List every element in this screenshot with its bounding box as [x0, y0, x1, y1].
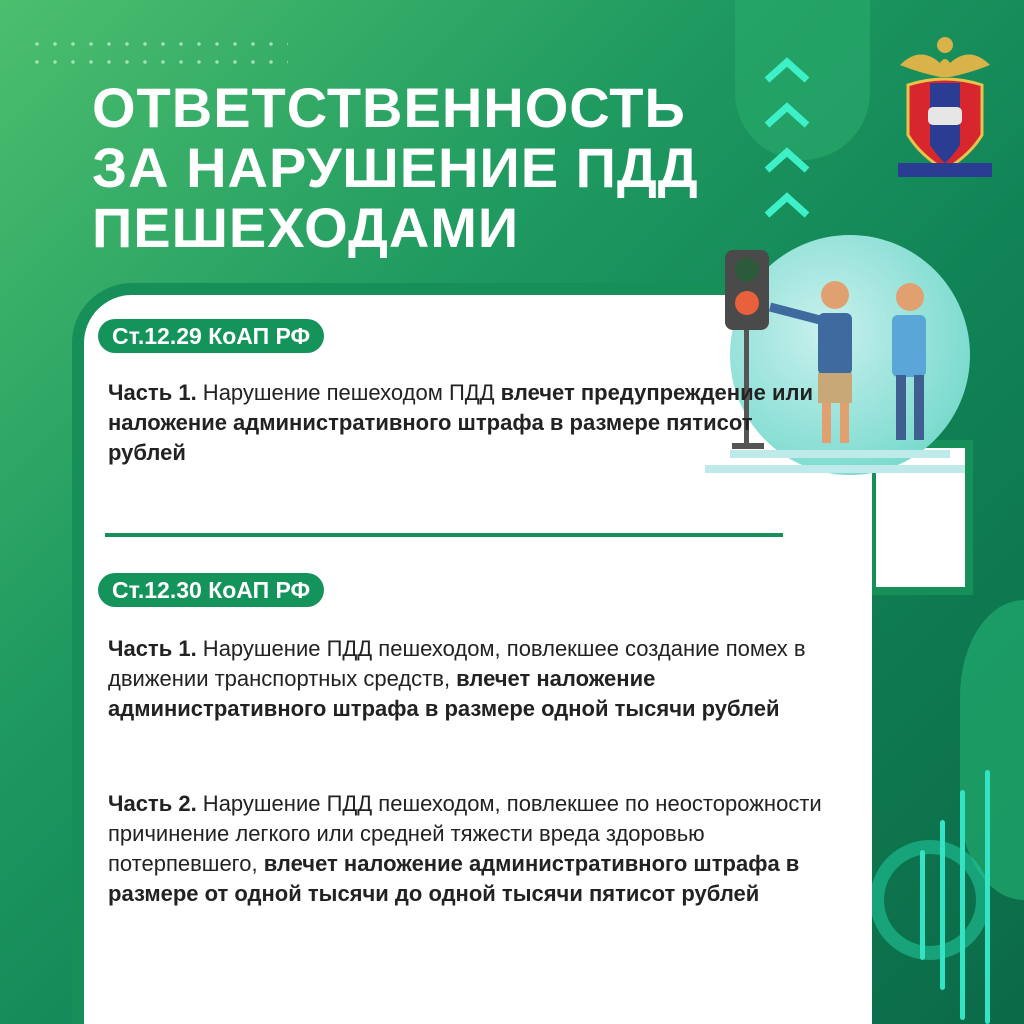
- section-1-part-1: [108, 378, 823, 468]
- part-penalty: влечет наложение административного штрафа в размере от одной тысячи до одной тысячи пятисот рублей: [108, 851, 800, 906]
- part-penalty: влечет наложение административного штрафа в размере одной тысячи рублей: [108, 666, 780, 721]
- title-line: ПЕШЕХОДАМИ: [92, 196, 520, 259]
- chevron-up-icon: [762, 93, 812, 143]
- decorative-dots: [28, 35, 288, 65]
- part-text: Нарушение ПДД пешеходом, повлекшее по неосторожности причинение легкого или средней тяжести вреда здоровью потерпевшего,: [108, 791, 822, 876]
- decorative-ring: [870, 840, 990, 960]
- article-badge-12-29: Ст.12.29 КоАП РФ: [98, 319, 324, 353]
- page-title: [92, 78, 699, 258]
- part-text: Нарушение пешеходом ПДД: [196, 380, 501, 405]
- section-2-part-2: [108, 789, 823, 909]
- chevron-up-icon: [762, 138, 812, 188]
- part-penalty: влечет предупреждение или наложение административного штрафа в размере пятисот рублей: [108, 380, 813, 465]
- chevron-up-icon: [762, 183, 812, 233]
- article-badge-12-30: Ст.12.30 КоАП РФ: [98, 573, 324, 607]
- part-label: Часть 1.: [108, 636, 197, 661]
- part-label: Часть 1.: [108, 380, 197, 405]
- police-emblem-logo: [890, 25, 1000, 185]
- section-divider: [105, 533, 783, 537]
- part-text: Нарушение ПДД пешеходом, повлекшее создание помех в движении транспортных средств,: [108, 636, 806, 691]
- part-label: Часть 2.: [108, 791, 197, 816]
- chevron-up-icon: [762, 48, 812, 98]
- title-line: ОТВЕТСТВЕННОСТЬ: [92, 76, 686, 139]
- title-line: ЗА НАРУШЕНИЕ ПДД: [92, 136, 699, 199]
- section-2-part-1: [108, 634, 823, 724]
